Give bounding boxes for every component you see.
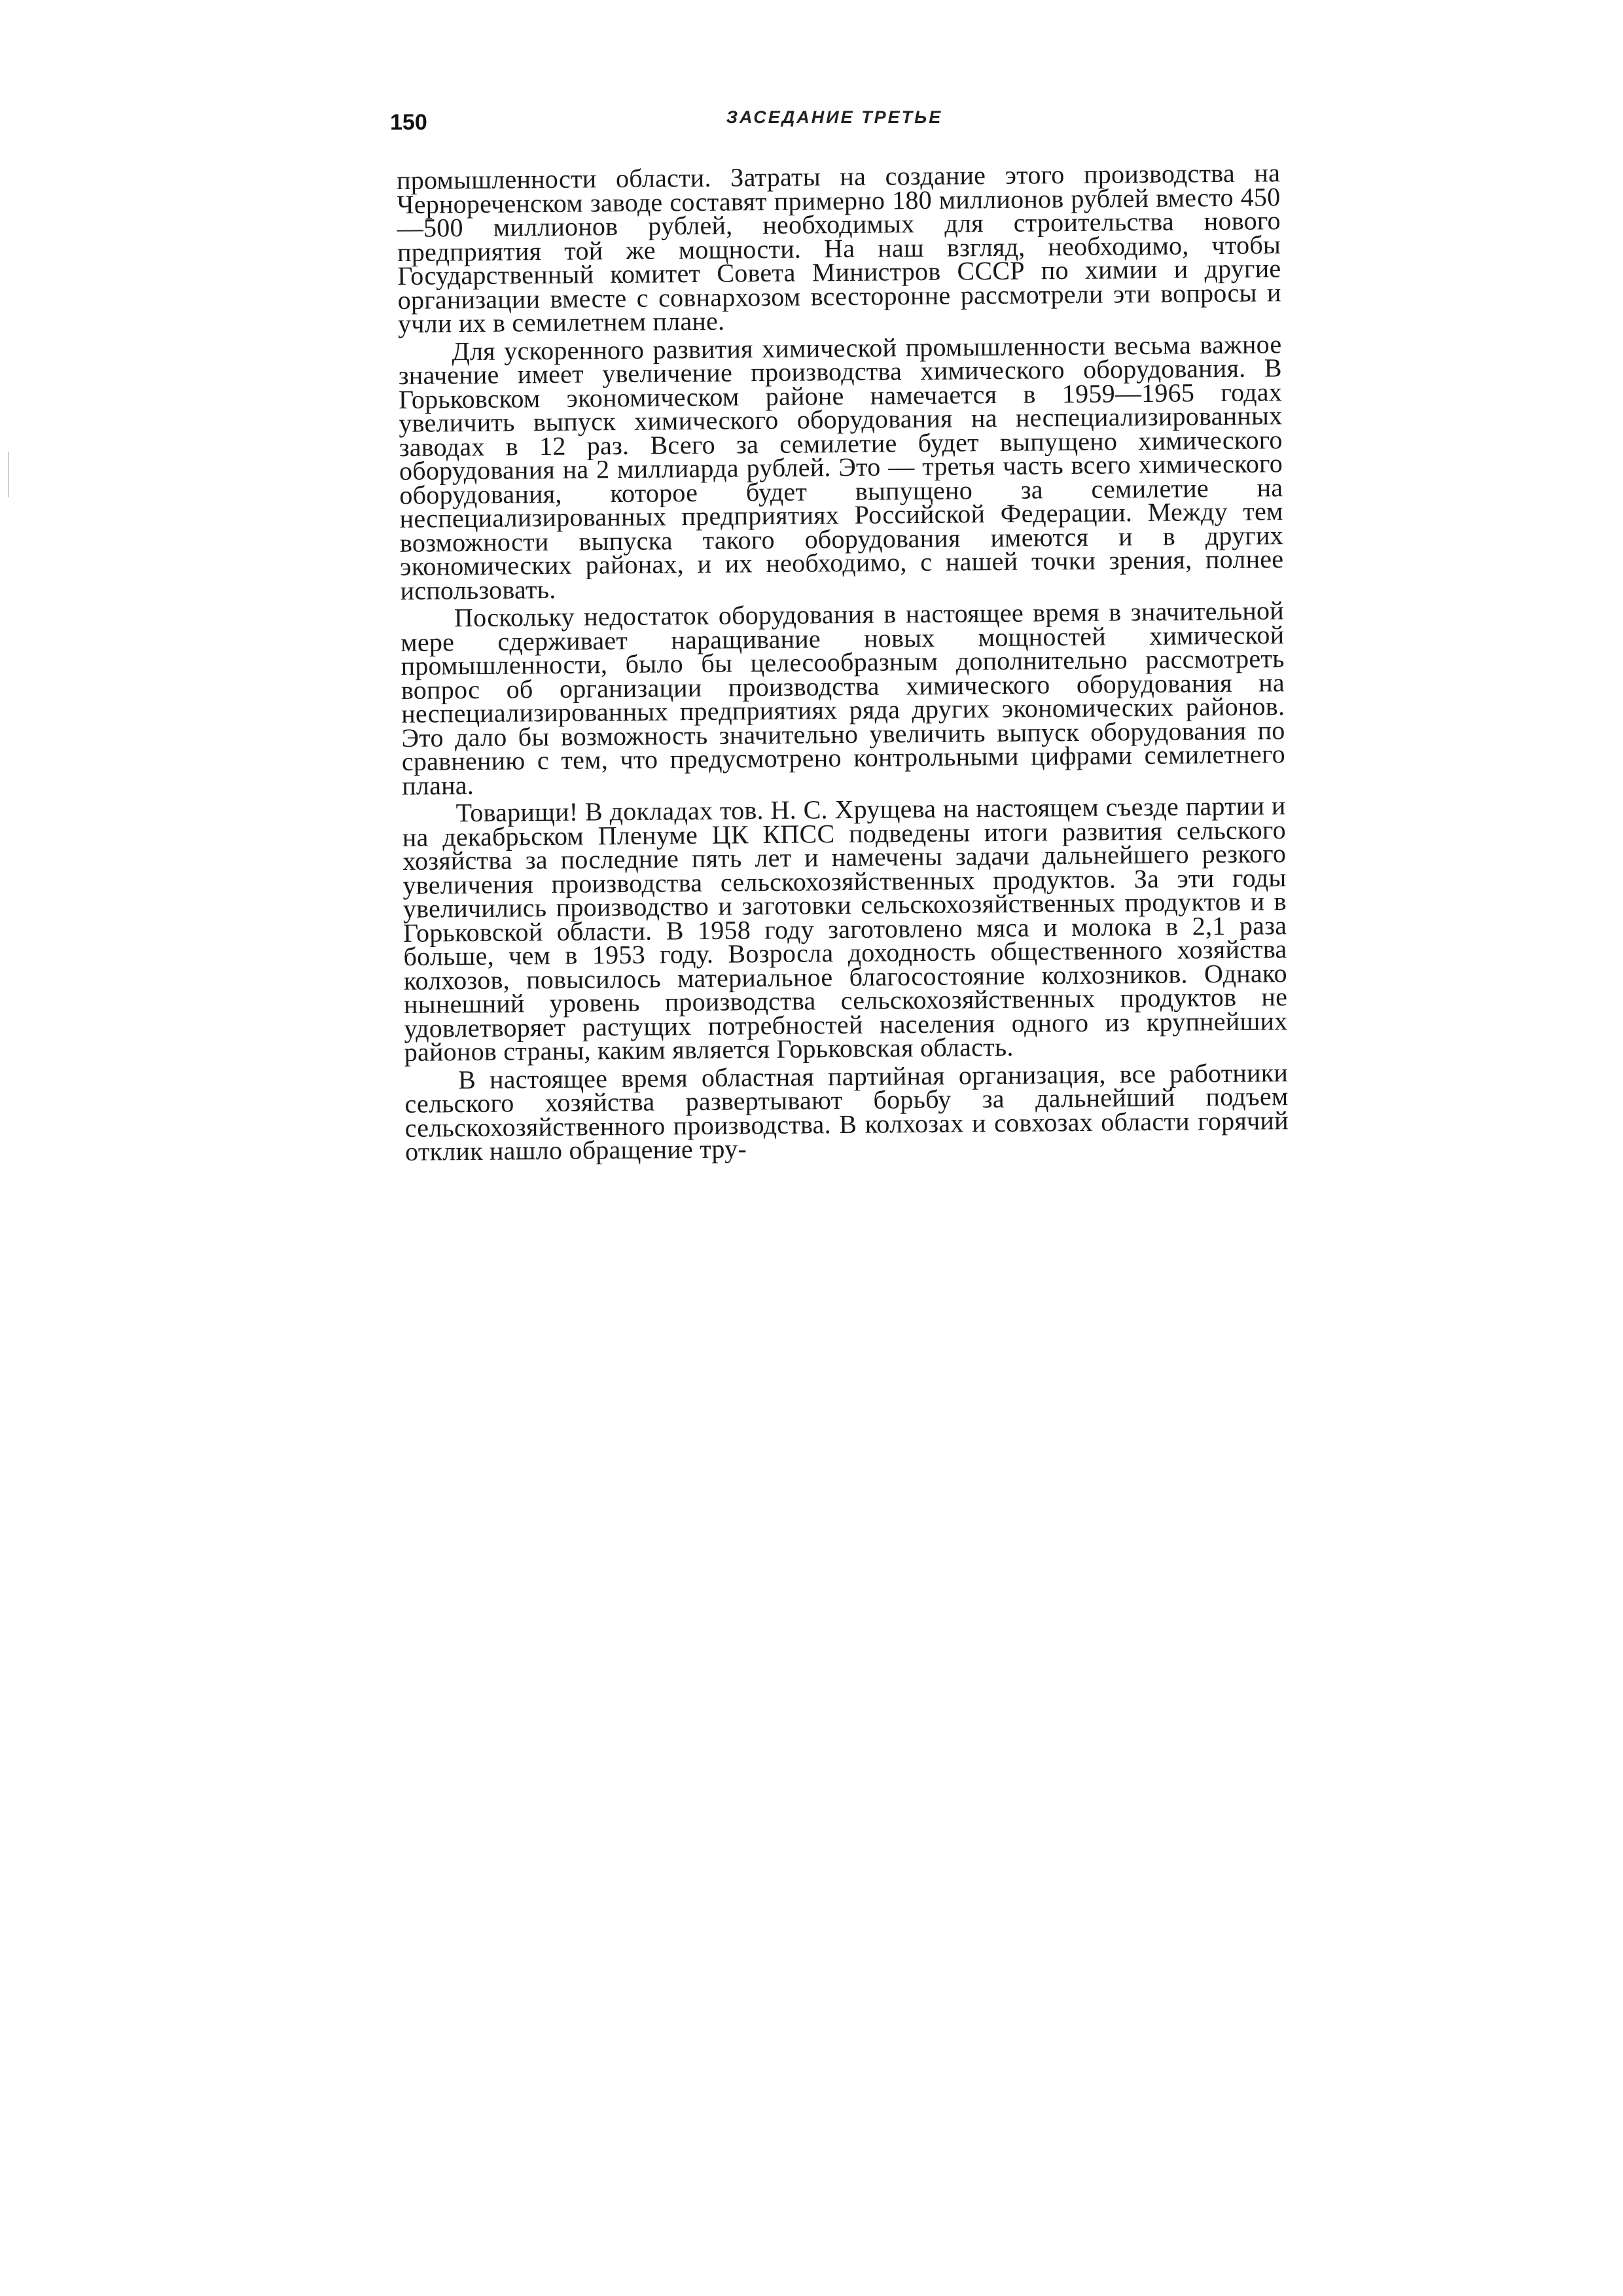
paragraph-4: Товарищи! В докладах тов. Н. С. Хрущева на настоящем съезде партии и на декабрьском Пленуме ЦК КПСС подведены итоги развития сельского хозяйства за последние пять лет и намечены задачи дальнейшего резкого увеличения производства сельскохозяйственных продуктов. За эти годы увеличились производство и заготовки сельскохозяйственных продуктов и в Горьковской области. В 1958 году заготовлено мяса и молока в 2,1 раза больше, чем в 1953 году. Возросла доходность общественного хозяйства колхозов, повысилось материальное благосостояние колхозников. Однако нынешний уровень производства сельскохозяйственных продуктов не удовлетворяет растущих потребностей населения одного из крупнейших районов страны, каким является Горьковская область.	[402, 791, 1288, 1067]
scan-margin-mark	[8, 452, 9, 497]
paragraph-5: В настоящее время областная партийная организация, все работники сельского хозяйства развертывают борьбу за дальнейший подъем сельскохозяйственного производства. В колхозах и совхозах области горячий отклик нашло обращение тру-	[404, 1057, 1289, 1166]
body-text	[396, 158, 1289, 1166]
paragraph-3: Поскольку недостаток оборудования в настоящее время в значительной мере сдерживает наращивание новых мощностей химической промышленности, было бы целесообразным дополнительно рассмотреть вопрос об организации производства химического оборудования на неспециализированных предприятиях ряда других экономических районов. Это дало бы возможность значительно увеличить выпуск оборудования по сравнению с тем, что предусмотрено контрольными цифрами семилетнего плана.	[401, 596, 1286, 800]
section-title: ЗАСЕДАНИЕ ТРЕТЬЕ	[726, 107, 943, 127]
paragraph-2: Для ускоренного развития химической промышленности весьма важное значение имеет увеличение производства химического оборудования. В Горьковском экономическом районе намечается в 1959—1965 годах увеличить выпуск химического оборудования на неспециализированных заводах в 12 раз. Всего за семилетие будет выпущено химического оборудования на 2 миллиарда рублей. Это — третья часть всего химического оборудования, которое будет выпущено за семилетие на неспециализированных предприятиях Российской Федерации. Между тем возможности выпуска такого оборудования имеются и в других экономических районах, и их необходимо, с нашей точки зрения, полнее использовать.	[398, 329, 1284, 605]
paragraph-1: промышленности области. Затраты на создание этого производства на Чернореченском заводе составят примерно 180 миллионов рублей вместо 450—500 миллионов рублей, необходимых для строительства нового предприятия той же мощности. На наш взгляд, необходимо, чтобы Государственный комитет Совета Министров СССР по химии и другие организации вместе с совнархозом всесторонне рассмотрели эти вопросы и учли их в семилетнем плане.	[396, 158, 1281, 338]
page-number: 150	[390, 110, 427, 135]
running-header	[390, 98, 1279, 137]
